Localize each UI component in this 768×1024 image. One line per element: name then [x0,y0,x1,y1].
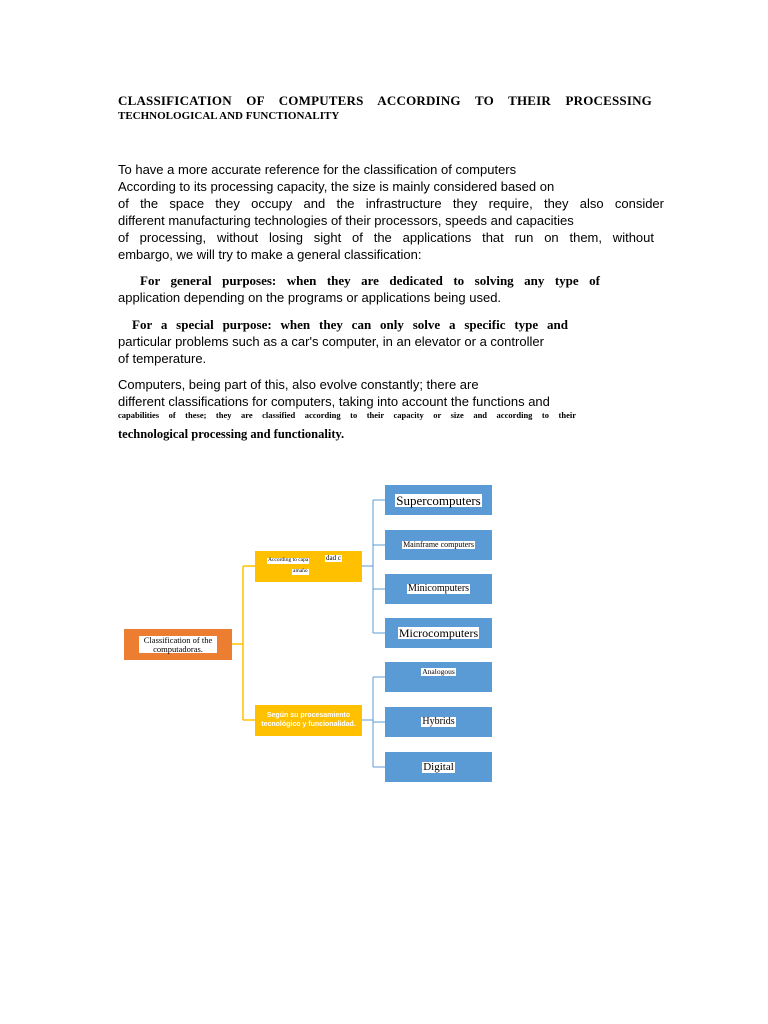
diagram-root-node [124,629,232,660]
leaf-label: Supercomputers [396,492,481,508]
leaf-mainframe [385,530,492,560]
closing-line: different classifications for computers, taking into account the functions and [118,394,550,409]
leaf-label: Hybrids [422,716,455,727]
leaf-label: Minicomputers [407,583,470,594]
bullet-text: application depending on the programs or applications being used. [118,290,502,305]
closing-line: Computers, being part of this, also evolve constantly; there are [118,377,479,392]
leaf-label: Microcomputers [398,626,479,640]
root-label: Classification of the computadoras. [139,636,217,653]
leaf-label: Digital [423,760,454,773]
bullet-text: particular problems such as a car's computer, in an elevator or a controller [118,334,544,349]
leaf-label: Analogous [422,667,455,677]
intro-line: embargo, we will try to make a general classification: [118,247,422,262]
document-title-line1: CLASSIFICATION OF COMPUTERS ACCORDING TO THEIR PROCESSING [118,93,652,108]
leaf-supercomputers [385,485,492,515]
leaf-minicomputers [385,574,492,604]
branch-size-label-b: dad c [326,554,341,562]
intro-line: of the space they occupy and the infrastructure they require, they also consider [118,196,664,211]
leaf-label: Mainframe computers [403,540,474,549]
leaf-hybrids [385,707,492,737]
intro-line: of processing, without losing sight of the applications that run on them, without [118,230,654,245]
bullet-text: of temperature. [118,351,207,366]
diagram-branch-size [255,551,362,582]
intro-line: To have a more accurate reference for the classification of computers [118,162,517,177]
branch-processing-label: Según su procesamiento tecnológico y funcionalidad. [261,712,356,728]
branch-size-label-c: amaño [293,568,308,574]
document-title-line2: TECHNOLOGICAL AND FUNCTIONALITY [118,110,340,122]
leaf-digital [385,752,492,782]
leaf-microcomputers [385,618,492,648]
branch-size-label-a: According to capa [268,557,309,563]
intro-line: According to its processing capacity, the size is mainly considered based on [118,179,555,194]
bullet-heading: For general purposes: when they are dedicated to solving any type of [140,273,600,288]
closing-line: technological processing and functionality. [118,427,345,441]
leaf-analogous [385,662,492,692]
intro-line: different manufacturing technologies of their processors, speeds and capacities [118,213,574,228]
closing-line-small: capabilities of these; they are classified according to their capacity or size and according to their [118,410,576,420]
bullet-heading: For a special purpose: when they can only solve a specific type and [132,317,568,332]
diagram-branch-processing [255,705,362,736]
